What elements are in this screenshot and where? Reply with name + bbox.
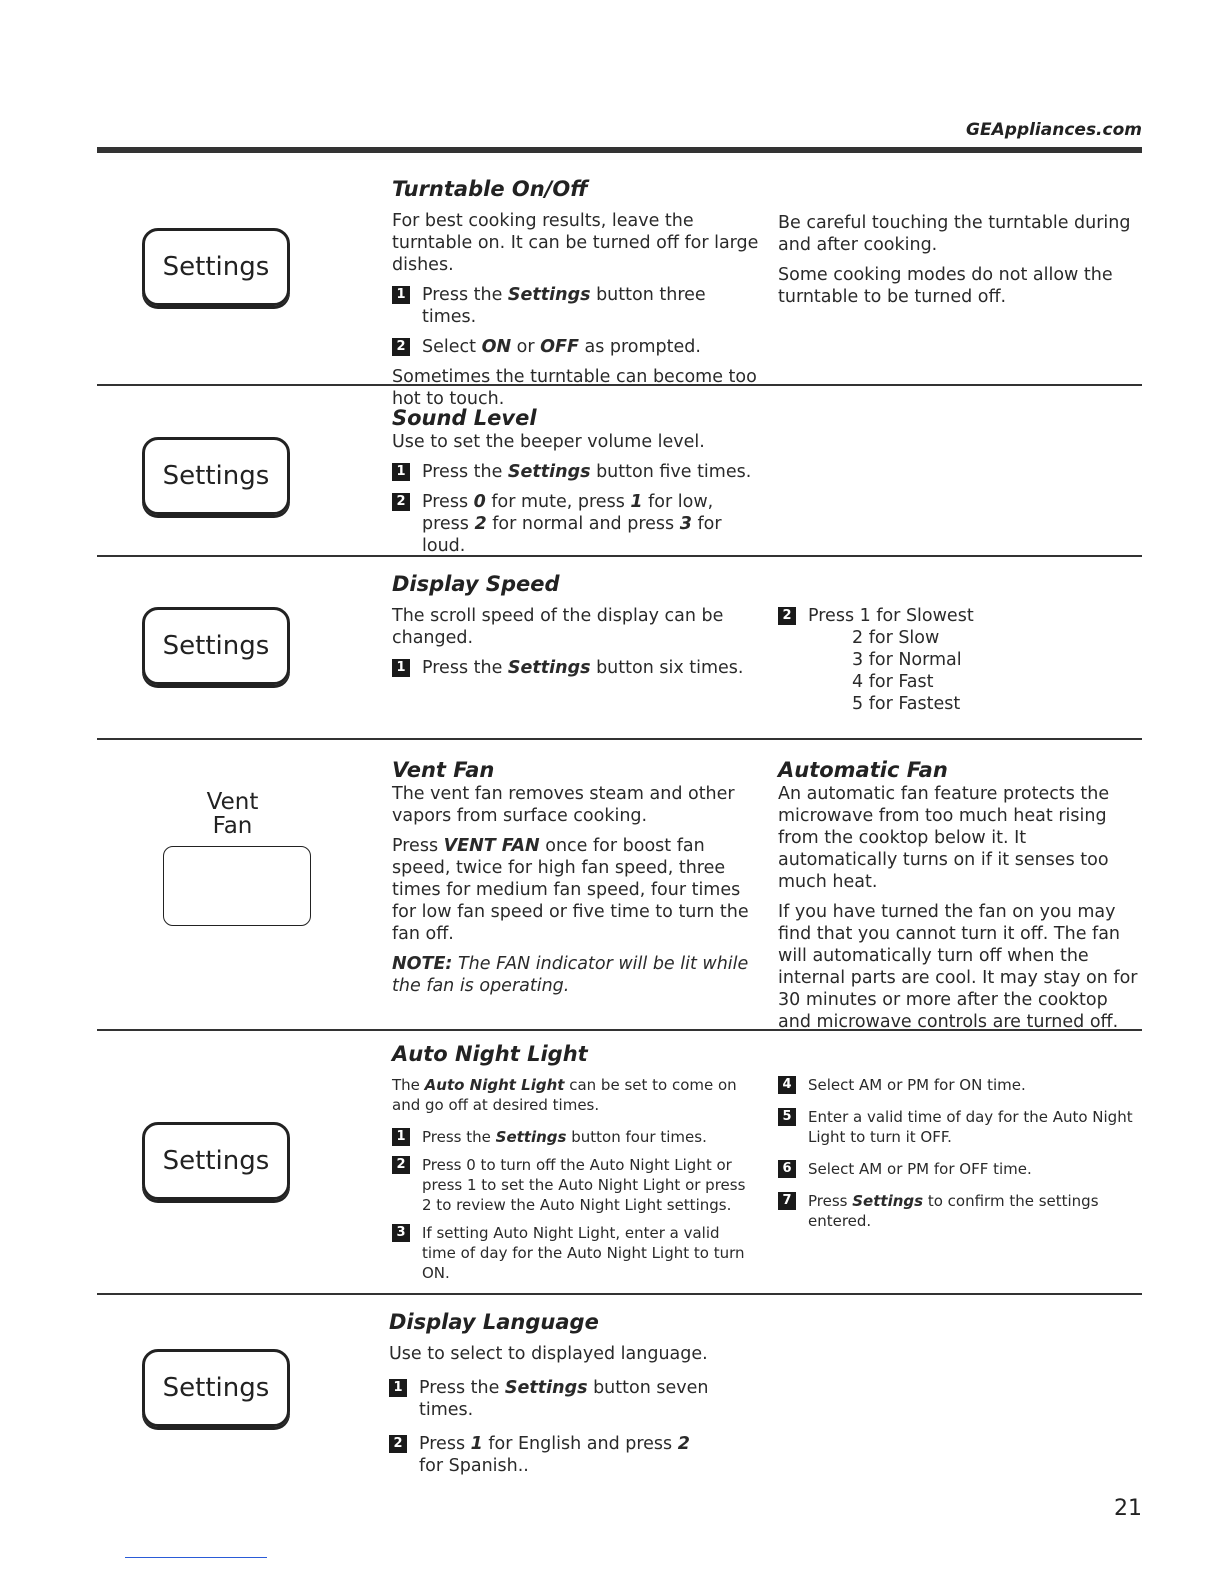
language-intro: Use to select to displayed language. xyxy=(389,1344,708,1364)
step-number: 3 xyxy=(392,1224,410,1242)
step-4: 4 Select AM or PM for ON time. xyxy=(778,1075,1140,1095)
step-number: 4 xyxy=(778,1076,796,1094)
step-number: 5 xyxy=(778,1108,796,1126)
step-number: 1 xyxy=(392,463,410,481)
turntable-right xyxy=(778,212,1140,316)
page-number: 21 xyxy=(1114,1496,1142,1521)
automatic-fan-p1: An automatic fan feature protects the microwave from too much heat rising from the cooktop below it. It automatically turns on if it senses too much heat. xyxy=(778,784,1110,892)
step-number: 1 xyxy=(389,1379,407,1397)
section-title: Vent Fan xyxy=(392,758,495,782)
section-title: Auto Night Light xyxy=(392,1042,588,1066)
step-7: 7 Press Settings to confirm the settings entered. xyxy=(778,1191,1140,1231)
site-url: GEAppliances.com xyxy=(966,120,1142,140)
display-speed-right xyxy=(778,605,1140,715)
vent-fan-intro: The vent fan removes steam and other vapors from surface cooking. xyxy=(392,784,735,826)
step-2: 2 Press 1 for English and press 2 for Spanish.. xyxy=(389,1433,719,1477)
speed-option: 5 for Fastest xyxy=(852,694,961,714)
step-1: 1 Press the Settings button four times. xyxy=(392,1127,757,1147)
vent-label-line1: Vent xyxy=(206,789,259,815)
night-light-right xyxy=(778,1075,1140,1239)
sound-section xyxy=(392,405,762,565)
step-number: 1 xyxy=(392,659,410,677)
settings-button-illustration: Settings xyxy=(142,437,290,515)
vent-fan-button-label xyxy=(165,790,300,838)
automatic-fan-p2: If you have turned the fan on you may find that you cannot turn it off. The fan will automatically turn off when the internal parts are cool. It may stay on for 30 minutes or more after the cooktop and microwave controls are turned off. xyxy=(778,902,1138,1032)
settings-button-illustration: Settings xyxy=(142,228,290,306)
step-number: 2 xyxy=(389,1435,407,1453)
vent-label-line2: Fan xyxy=(212,813,253,839)
language-section xyxy=(389,1309,759,1485)
step-number: 1 xyxy=(392,286,410,304)
step-1: 1 Press the Settings button five times. xyxy=(392,461,762,483)
speed-option: 3 for Normal xyxy=(852,650,962,670)
turntable-note: Sometimes the turntable can become too hot to touch. xyxy=(392,367,757,409)
night-light-section xyxy=(392,1041,757,1291)
step-6: 6 Select AM or PM for OFF time. xyxy=(778,1159,1140,1179)
settings-button-illustration: Settings xyxy=(142,607,290,685)
speed-option: 4 for Fast xyxy=(852,672,934,692)
settings-button-illustration: Settings xyxy=(142,1349,290,1427)
vent-fan-section xyxy=(392,757,762,1005)
step-number: 6 xyxy=(778,1160,796,1178)
automatic-fan-section xyxy=(778,757,1140,1041)
turntable-caution: Be careful touching the turntable during and after cooking. xyxy=(778,213,1131,255)
step-number: 2 xyxy=(392,493,410,511)
turntable-modes: Some cooking modes do not allow the turntable to be turned off. xyxy=(778,265,1113,307)
speed-option: 2 for Slow xyxy=(852,628,940,648)
section-title: Display Speed xyxy=(392,572,560,596)
vent-fan-button-illustration xyxy=(163,846,311,926)
footer-link-line xyxy=(125,1557,267,1558)
night-light-intro: The Auto Night Light can be set to come on and go off at desired times. xyxy=(392,1076,737,1114)
step-number: 1 xyxy=(392,1128,410,1146)
header-rule xyxy=(97,147,1142,153)
section-title: Display Language xyxy=(389,1310,599,1334)
display-speed-section xyxy=(392,571,762,687)
section-divider xyxy=(97,738,1142,740)
vent-fan-instructions: Press VENT FAN once for boost fan speed, twice for high fan speed, three times for medium fan speed, four times for low fan speed or five time to turn the fan off. xyxy=(392,836,749,944)
step-2: 2 Press 0 for mute, press 1 for low, press 2 for normal and press 3 for loud. xyxy=(392,491,762,557)
step-1: 1 Press the Settings button three times. xyxy=(392,284,762,328)
step-2: 2 Press 1 for Slowest xyxy=(778,605,1140,627)
display-speed-intro: The scroll speed of the display can be changed. xyxy=(392,606,724,648)
step-2: 2 Press 0 to turn off the Auto Night Light or press 1 to set the Auto Night Light or press 2 to review the Auto Night Light settings. xyxy=(392,1155,757,1215)
step-5: 5 Enter a valid time of day for the Auto Night Light to turn it OFF. xyxy=(778,1107,1140,1147)
step-2: 2 Select ON or OFF as prompted. xyxy=(392,336,762,358)
step-number: 2 xyxy=(392,338,410,356)
turntable-section xyxy=(392,176,762,418)
section-title: Turntable On/Off xyxy=(392,177,588,201)
settings-button-illustration: Settings xyxy=(142,1122,290,1200)
step-1: 1 Press the Settings button six times. xyxy=(392,657,762,679)
vent-fan-note: NOTE: The FAN indicator will be lit while the fan is operating. xyxy=(392,954,749,996)
step-number: 7 xyxy=(778,1192,796,1210)
step-number: 2 xyxy=(778,607,796,625)
sound-intro: Use to set the beeper volume level. xyxy=(392,432,705,452)
step-number: 2 xyxy=(392,1156,410,1174)
section-title: Sound Level xyxy=(392,406,537,430)
step-1: 1 Press the Settings button seven times. xyxy=(389,1377,759,1421)
section-title: Automatic Fan xyxy=(778,758,948,782)
step-3: 3 If setting Auto Night Light, enter a valid time of day for the Auto Night Light to turn ON. xyxy=(392,1223,757,1283)
section-divider xyxy=(97,1293,1142,1295)
turntable-intro: For best cooking results, leave the turntable on. It can be turned off for large dishes. xyxy=(392,211,759,275)
